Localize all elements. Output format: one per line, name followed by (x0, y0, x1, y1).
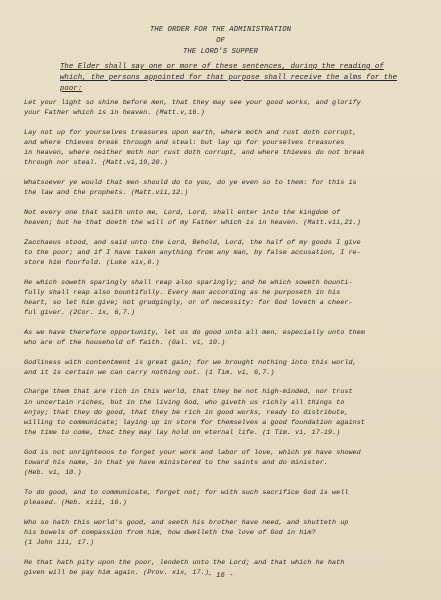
sentence-matt-7-21: Not every one that saith unto me, Lord, Lord, shall enter into the kingdom of heaven; but he that doeth the will of my Father which is in heaven. (Matt.vii,21.) (24, 208, 361, 227)
sentence-1tim-6-6-7: Godliness with contentment is great gain; for we brought nothing into this world, and it is certain we can carry nothing out. (1 Tim. vi, 6,7.) (24, 358, 357, 377)
sentence-1tim-6-17-19: Charge them that are rich in this world, that they be not high-minded, nor trust in uncertain riches, but in the living God, who giveth us richly all things to enjoy; that they do good, that they be rich in good works, ready to distribute, willing to communicate; laying up in store for themselves a good foundation against the time to come, that they may lay hold on eternal life. (1 Tim. vi, 17-19.) (24, 388, 365, 438)
sentence-matt-7-12: Whatsoever ye would that men should do to you, do ye even so to them: for this is the law and the prophets. (Matt.vii,12.) (24, 179, 357, 198)
sentence-matt-6-19-20: Lay not up for yourselves treasures upon earth, where moth and rust doth corrupt, and where thieves break through and steal: but lay up for yourselves treasures in heaven, where neither moth nor rust doth corrupt, and where thieves do not break through nor steal. (Matt.vi,19,20.) (24, 128, 365, 168)
sentence-luke-19-8: Zacchaeus stood, and said unto the Lord, Behold, Lord, the half of my goods I give to the poor; and if I have taken anything from any man, by false accusation, I re- store him fourfold. (Luke xix,8.) (24, 238, 361, 267)
sentence-2cor-9-6-7: He which soweth sparingly shall reap also sparingly; and he which soweth bounti- fully shall reap also bountifully. Every man according as he purposeth in his heart, so let him give; not grudgingly, or of necessity: for God loveth a cheer- ful giver. (2Cor. ix, 6,7.) (24, 278, 353, 318)
sentence-gal-6-10: As we have therefore opportunity, let us do good unto all men, especially unto them who are of the household of faith. (Gal. vi, 10.) (24, 328, 365, 347)
sentence-prov-19-17: He that hath pity upon the poor, lendeth unto the Lord; and that which he hath given will be pay him again. (Prov. xix, 17.) (24, 558, 345, 577)
title-line-3: THE LORD'S SUPPER (182, 48, 259, 56)
sentence-heb-13-16: To do good, and to communicate, forget not; for with such sacrifice God is well pleased. (Heb. xiii, 16.) (24, 488, 349, 507)
page-number: - 16 - (207, 572, 234, 580)
title-line-2: OF (216, 37, 225, 45)
sentence-1john-3-17: Who so hath this world's good, and seeth his brother have need, and shutteth up his bowels of compassion from him, how dwelleth the love of God in him? (1 John iii, 17.) (24, 518, 349, 547)
title-line-1: THE ORDER FOR THE ADMINISTRATION (149, 26, 292, 34)
rubric-instruction: The Elder shall say one or more of these sentences, during the reading of which, the persons appointed for that purpose shall receive the alms for the poor: (60, 63, 398, 93)
sentence-heb-6-10: God is not unrighteous to forget your work and labor of love, which ye have showed toward his name, in that ye have ministered to the saints and do minister. (Heb. vi, 10.) (24, 448, 361, 478)
sentence-matt-5-16: Let your light so shine before men, that they may see your good works, and glorify your Father which is in heaven. (Matt.v,16.) (24, 99, 361, 118)
offertory-sentences (24, 98, 424, 587)
